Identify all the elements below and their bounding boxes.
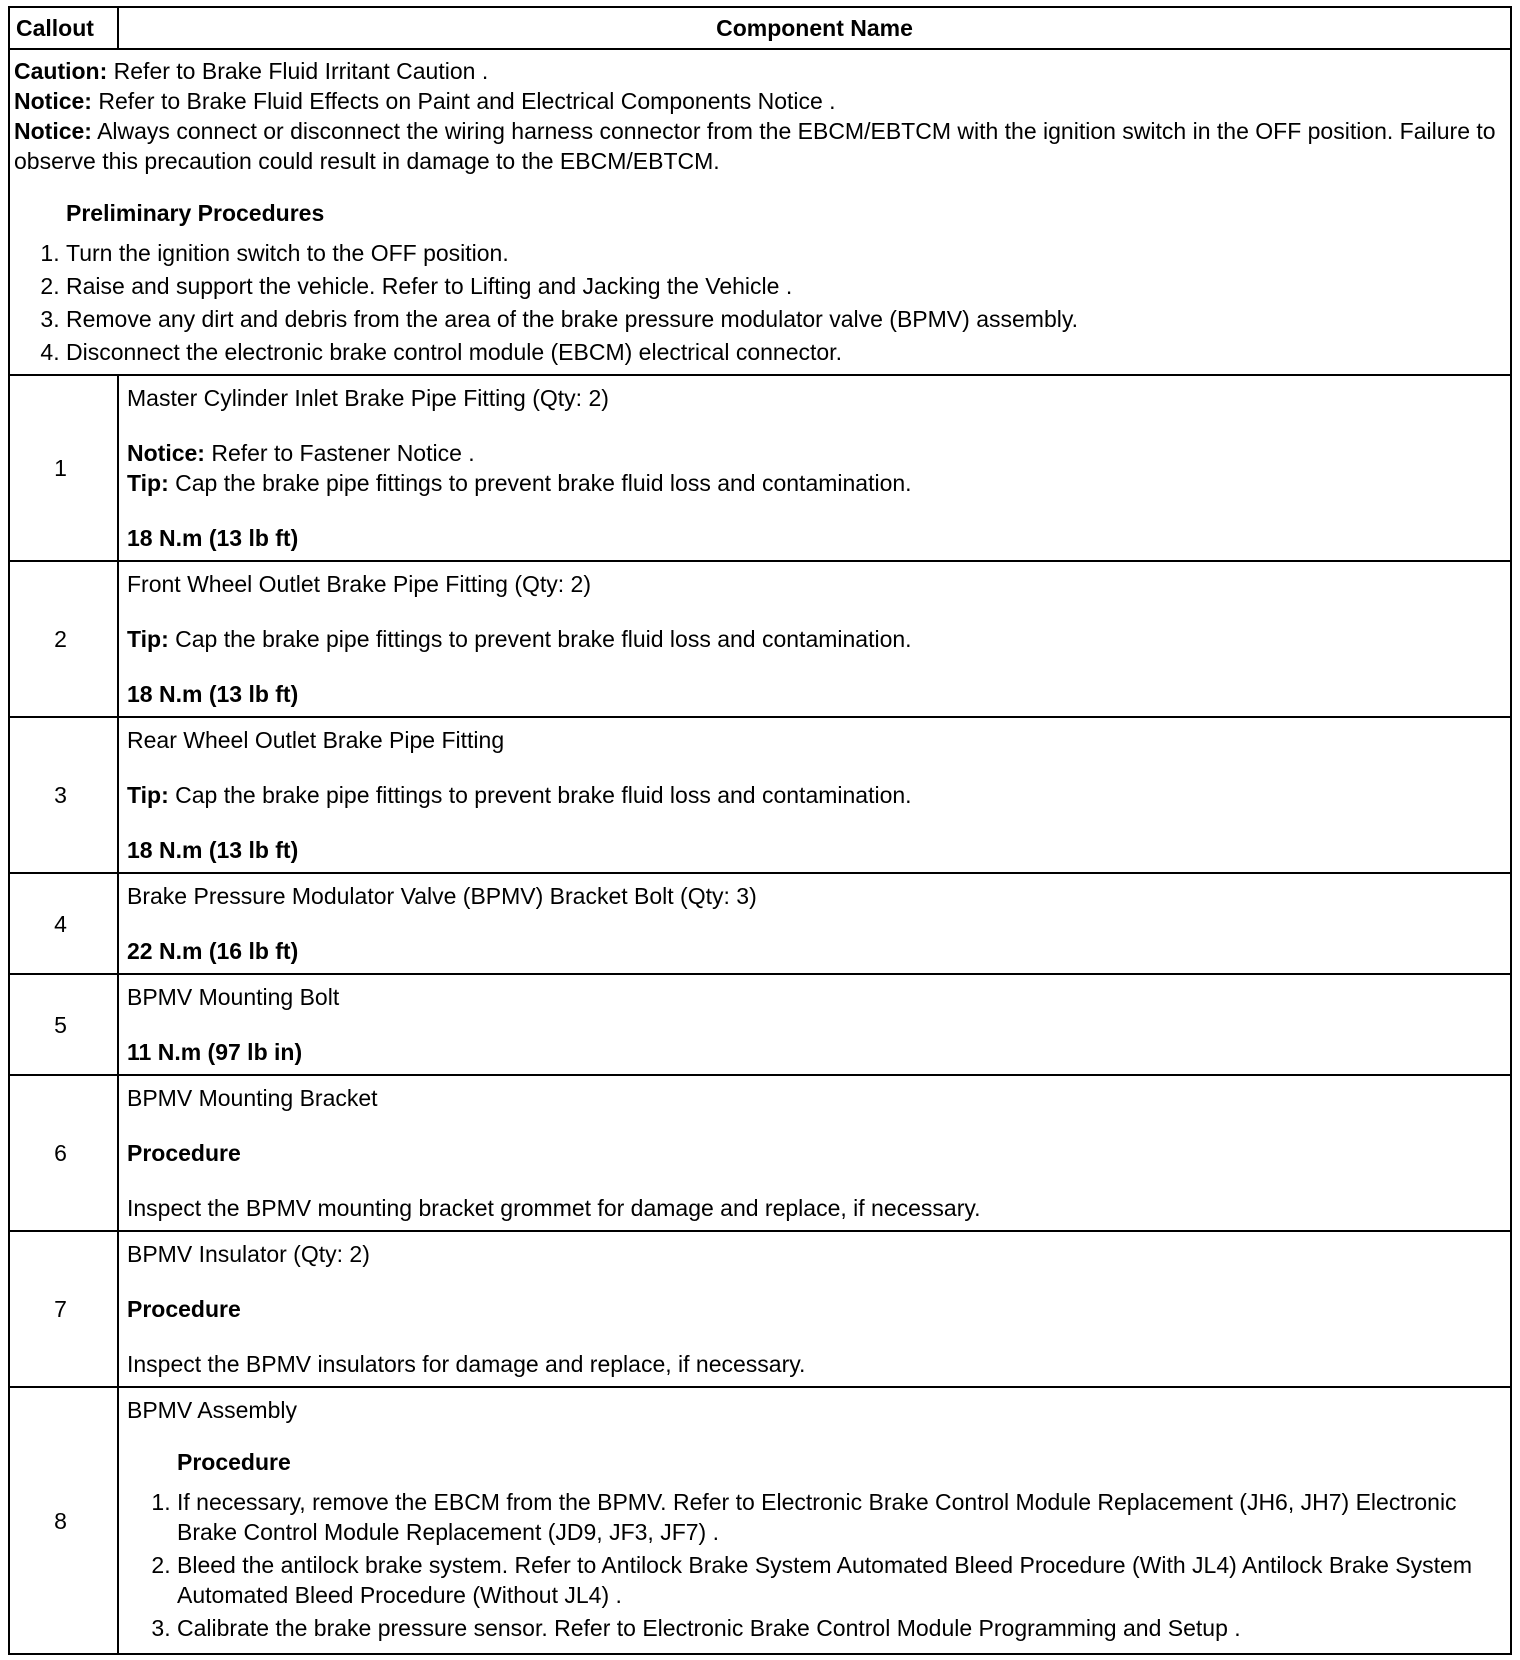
torque-spec: 18 N.m (13 lb ft) — [127, 525, 299, 551]
table-row — [9, 1387, 1511, 1654]
component-name: BPMV Assembly — [127, 1397, 297, 1423]
tip-label: Tip: — [127, 782, 169, 808]
component-cell — [118, 873, 1511, 974]
component-cell — [118, 717, 1511, 873]
procedure-text: Inspect the BPMV mounting bracket grommet for damage and replace, if necessary. — [127, 1195, 981, 1221]
list-item: 3. Calibrate the brake pressure sensor. Refer to Electronic Brake Control Module Programming and Setup . — [177, 1613, 1502, 1643]
notice-line — [14, 116, 1506, 176]
list-item: 4. Disconnect the electronic brake control module (EBCM) electrical connector. — [66, 337, 1506, 367]
table-row — [9, 1231, 1511, 1387]
notice-line — [14, 86, 1506, 116]
tip-line — [127, 468, 1502, 498]
component-cell — [118, 1075, 1511, 1231]
tip-line — [127, 624, 1502, 654]
component-name: BPMV Insulator (Qty: 2) — [127, 1241, 370, 1267]
procedure-text: Inspect the BPMV insulators for damage and replace, if necessary. — [127, 1351, 806, 1377]
component-cell — [118, 974, 1511, 1075]
component-name: Rear Wheel Outlet Brake Pipe Fitting — [127, 727, 505, 753]
torque-spec: 22 N.m (16 lb ft) — [127, 938, 299, 964]
list-item: 3. Remove any dirt and debris from the area of the brake pressure modulator valve (BPMV) assembly. — [66, 304, 1506, 334]
callout-number: 6 — [9, 1075, 118, 1231]
notice-text: Refer to Brake Fluid Effects on Paint and Electrical Components Notice . — [91, 88, 836, 114]
callout-number: 3 — [9, 717, 118, 873]
preliminary-steps-list — [14, 238, 1506, 367]
component-name: Master Cylinder Inlet Brake Pipe Fitting (Qty: 2) — [127, 385, 609, 411]
intro-row — [9, 49, 1511, 375]
procedure-table — [8, 6, 1512, 1655]
component-name: BPMV Mounting Bolt — [127, 984, 340, 1010]
component-name-column-header: Component Name — [118, 7, 1511, 49]
component-name: BPMV Mounting Bracket — [127, 1085, 378, 1111]
document — [8, 6, 1512, 1655]
notice-label: Notice: — [14, 88, 92, 114]
procedure-heading: Procedure — [127, 1296, 241, 1322]
table-row — [9, 873, 1511, 974]
procedure-heading: Procedure — [127, 1140, 241, 1166]
component-name: Brake Pressure Modulator Valve (BPMV) Bracket Bolt (Qty: 3) — [127, 883, 757, 909]
tip-label: Tip: — [127, 626, 169, 652]
callout-number: 4 — [9, 873, 118, 974]
notice-label: Notice: — [127, 440, 205, 466]
callout-number: 8 — [9, 1387, 118, 1654]
notice-label: Notice: — [14, 118, 92, 144]
tip-line — [127, 780, 1502, 810]
notice-text: Always connect or disconnect the wiring harness connector from the EBCM/EBTCM with the ignition switch in the OFF position. Failure to observe this precaution could result in damage to the EBCM/EBTCM. — [14, 118, 1496, 174]
procedure-steps-list — [127, 1487, 1502, 1643]
component-cell — [118, 375, 1511, 561]
list-item: 2. Bleed the antilock brake system. Refer to Antilock Brake System Automated Bleed Procedure (With JL4) Antilock Brake System Automated Bleed Procedure (Without JL4) . — [177, 1550, 1502, 1610]
tip-text: Cap the brake pipe fittings to prevent brake fluid loss and contamination. — [168, 626, 912, 652]
component-cell — [118, 1231, 1511, 1387]
torque-spec: 11 N.m (97 lb in) — [127, 1039, 303, 1065]
table-row — [9, 561, 1511, 717]
list-item: 1. Turn the ignition switch to the OFF position. — [66, 238, 1506, 268]
caution-line — [14, 56, 1506, 86]
notice-line — [127, 438, 1502, 468]
component-cell — [118, 561, 1511, 717]
callout-number: 2 — [9, 561, 118, 717]
component-cell — [118, 1387, 1511, 1654]
table-row — [9, 717, 1511, 873]
table-header-row — [9, 7, 1511, 49]
table-row — [9, 974, 1511, 1075]
procedure-heading: Procedure — [177, 1449, 291, 1475]
torque-spec: 18 N.m (13 lb ft) — [127, 681, 299, 707]
list-item: 2. Raise and support the vehicle. Refer to Lifting and Jacking the Vehicle . — [66, 271, 1506, 301]
tip-label: Tip: — [127, 470, 169, 496]
notice-text: Refer to Fastener Notice . — [204, 440, 475, 466]
preliminary-procedures-heading: Preliminary Procedures — [66, 200, 325, 226]
list-item: 1. If necessary, remove the EBCM from the BPMV. Refer to Electronic Brake Control Module Replacement (JH6, JH7) Electronic Brake Control Module Replacement (JD9, JF3, JF7) . — [177, 1487, 1502, 1547]
callout-number: 7 — [9, 1231, 118, 1387]
table-row — [9, 375, 1511, 561]
torque-spec: 18 N.m (13 lb ft) — [127, 837, 299, 863]
callout-number: 5 — [9, 974, 118, 1075]
component-name: Front Wheel Outlet Brake Pipe Fitting (Qty: 2) — [127, 571, 591, 597]
callout-column-header: Callout — [9, 7, 118, 49]
caution-label: Caution: — [14, 58, 108, 84]
callout-number: 1 — [9, 375, 118, 561]
tip-text: Cap the brake pipe fittings to prevent brake fluid loss and contamination. — [168, 782, 912, 808]
intro-cell — [9, 49, 1511, 375]
tip-text: Cap the brake pipe fittings to prevent brake fluid loss and contamination. — [168, 470, 912, 496]
caution-text: Refer to Brake Fluid Irritant Caution . — [107, 58, 489, 84]
table-row — [9, 1075, 1511, 1231]
